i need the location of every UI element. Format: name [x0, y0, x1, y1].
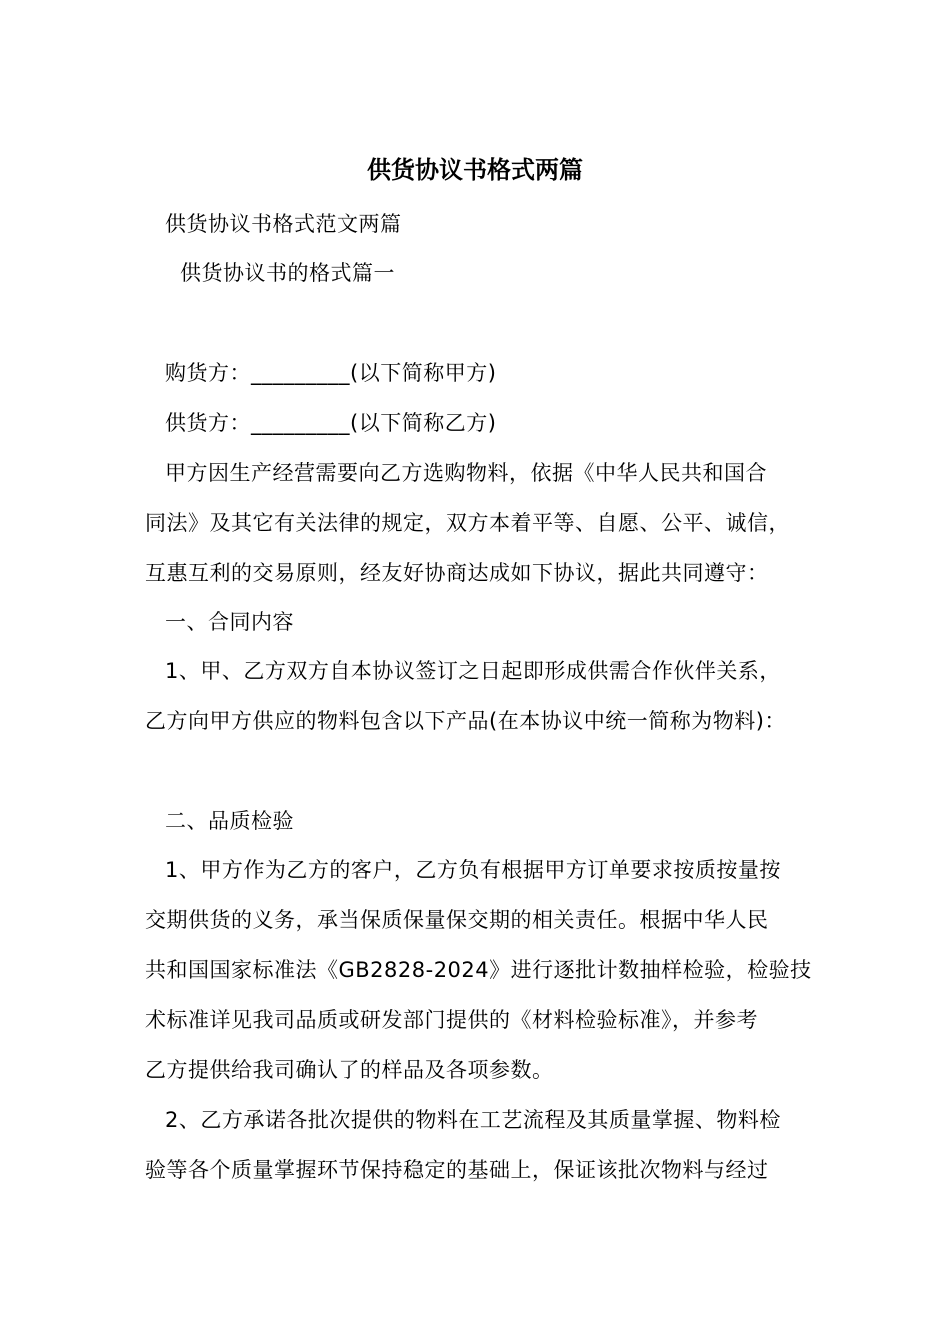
clause-paragraph-line: 乙方向甲方供应的物料包含以下产品(在本协议中统一简称为物料)： [145, 709, 786, 733]
section-title: 供货协议书的格式篇一 [180, 261, 395, 285]
clause-paragraph-line: 2、乙方承诺各批次提供的物料在工艺流程及其质量掌握、物料检 [165, 1108, 781, 1132]
intro-paragraph-line: 甲方因生产经营需要向乙方选购物料，依据《中华人民共和国合 [165, 461, 767, 485]
clause-paragraph-line: 共和国国家标准法《GB2828-2024》进行逐批计数抽样检验，检验技 [145, 958, 812, 982]
intro-paragraph-line: 互惠互利的交易原则，经友好协商达成如下协议，据此共同遵守： [145, 561, 769, 585]
clause-paragraph-line: 术标准详见我司品质或研发部门提供的《材料检验标准》，并参考 [145, 1008, 758, 1032]
clause-paragraph-line: 1、甲、乙方双方自本协议签订之日起即形成供需合作伙伴关系， [165, 659, 781, 683]
clause-paragraph-line: 1、甲方作为乙方的客户，乙方负有根据甲方订单要求按质按量按 [165, 858, 781, 882]
intro-paragraph-line: 同法》及其它有关法律的规定，双方本着平等、自愿、公平、诚信， [145, 511, 790, 535]
document-title: 供货协议书格式两篇 [367, 156, 583, 184]
clause-paragraph-line: 验等各个质量掌握环节保持稳定的基础上，保证该批次物料与经过 [145, 1158, 769, 1182]
clause-paragraph-line: 乙方提供给我司确认了的样品及各项参数。 [145, 1058, 554, 1082]
supplier-line: 供货方：_________(以下简称乙方) [165, 411, 497, 435]
heading-quality-inspection: 二、品质检验 [165, 809, 294, 833]
document-subtitle: 供货协议书格式范文两篇 [165, 212, 402, 236]
heading-contract-content: 一、合同内容 [165, 610, 294, 634]
clause-paragraph-line: 交期供货的义务，承当保质保量保交期的相关责任。根据中华人民 [145, 908, 769, 932]
buyer-line: 购货方：_________(以下简称甲方) [165, 361, 497, 385]
